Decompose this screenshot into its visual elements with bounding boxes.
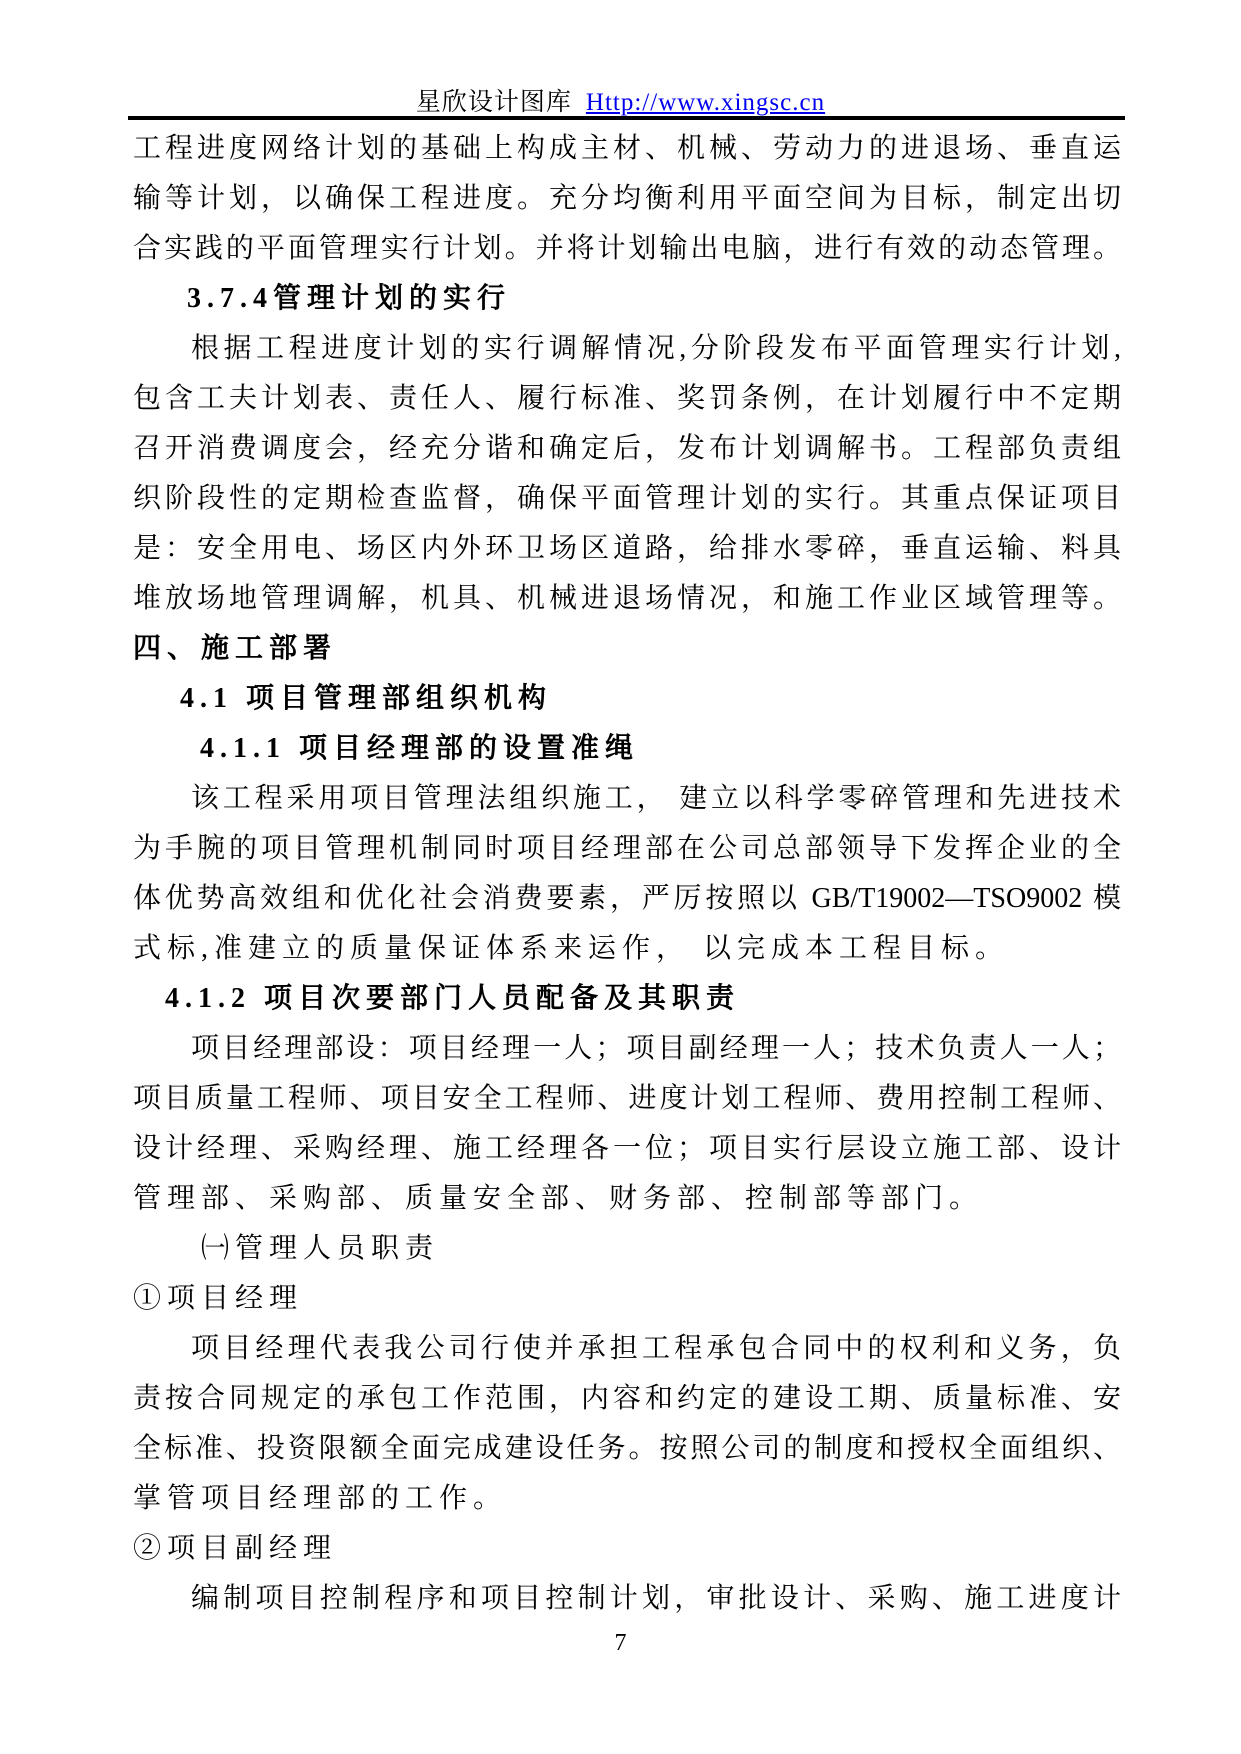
paragraph-line: 管理部、采购部、质量安全部、财务部、控制部等部门。: [133, 1183, 984, 1214]
page-header: [0, 82, 1241, 118]
heading-4-1-1: 4.1.1 项目经理部的设置准绳: [200, 733, 640, 764]
paragraph-line: 掌管项目经理部的工作。: [133, 1483, 508, 1514]
list-item-project-manager: ①项目经理: [133, 1283, 304, 1314]
paragraph-line: 是：安全用电、场区内外环卫场区道路，给排水零碎，垂直运输、料具: [133, 533, 1121, 564]
paragraph-line: 项目质量工程师、项目安全工程师、进度计划工程师、费用控制工程师、: [133, 1083, 1121, 1114]
heading-section-4: 四、施工部署: [133, 633, 338, 664]
paragraph-line: 根据工程进度计划的实行调解情况,分阶段发布平面管理实行计划,: [191, 333, 1121, 364]
paragraph-line: 设计经理、采购经理、施工经理各一位；项目实行层设立施工部、设计: [133, 1133, 1121, 1164]
heading-3-7-4: 3.7.4管理计划的实行: [187, 283, 512, 314]
page-number: 7: [614, 1630, 627, 1656]
paragraph-line: 该工程采用项目管理法组织施工， 建立以科学零碎管理和先进技术: [191, 783, 1121, 814]
paragraph-line: 为手腕的项目管理机制同时项目经理部在公司总部领导下发挥企业的全: [133, 833, 1121, 864]
paragraph-line: 式标,准建立的质量保证体系来运作， 以完成本工程目标。: [133, 933, 1010, 964]
paragraph-line: 责按合同规定的承包工作范围，内容和约定的建设工期、质量标准、安: [133, 1383, 1121, 1414]
paragraph-line: 编制项目控制程序和项目控制计划，审批设计、采购、施工进度计: [191, 1583, 1121, 1614]
heading-4-1: 4.1 项目管理部组织机构: [180, 683, 553, 714]
list-item-deputy-manager: ②项目副经理: [133, 1533, 338, 1564]
paragraph-line: 包含工夫计划表、责任人、履行标准、奖罚条例，在计划履行中不定期: [133, 383, 1121, 414]
paragraph-line: 堆放场地管理调解，机具、机械进退场情况，和施工作业区域管理等。: [133, 583, 1121, 614]
page-footer: [0, 1630, 1241, 1657]
header-site-name: 星欣设计图库: [415, 89, 572, 116]
header-site-link[interactable]: Http://www.xingsc.cn: [585, 89, 826, 116]
heading-4-1-2: 4.1.2 项目次要部门人员配备及其职责: [165, 983, 741, 1014]
paragraph-line: 项目经理部设：项目经理一人；项目副经理一人；技术负责人一人；: [191, 1033, 1121, 1064]
list-item-management-duties: ㈠管理人员职责: [201, 1233, 440, 1264]
paragraph-line: 织阶段性的定期检查监督，确保平面管理计划的实行。其重点保证项目: [133, 483, 1121, 514]
paragraph-line: 工程进度网络计划的基础上构成主材、机械、劳动力的进退场、垂直运: [133, 133, 1121, 164]
paragraph-line: 召开消费调度会，经充分谐和确定后，发布计划调解书。工程部负责组: [133, 433, 1121, 464]
paragraph-line: 体优势高效组和优化社会消费要素，严厉按照以 GB/T19002—TSO9002 模: [133, 883, 1121, 914]
paragraph-line: 输等计划，以确保工程进度。充分均衡利用平面空间为目标，制定出切: [133, 183, 1121, 214]
paragraph-line: 合实践的平面管理实行计划。并将计划输出电脑，进行有效的动态管理。: [133, 233, 1121, 264]
header-rule: [128, 116, 1125, 120]
paragraph-line: 全标准、投资限额全面完成建设任务。按照公司的制度和授权全面组织、: [133, 1433, 1121, 1464]
paragraph-line: 项目经理代表我公司行使并承担工程承包合同中的权利和义务，负: [191, 1333, 1121, 1364]
document-body: [133, 124, 1121, 1624]
